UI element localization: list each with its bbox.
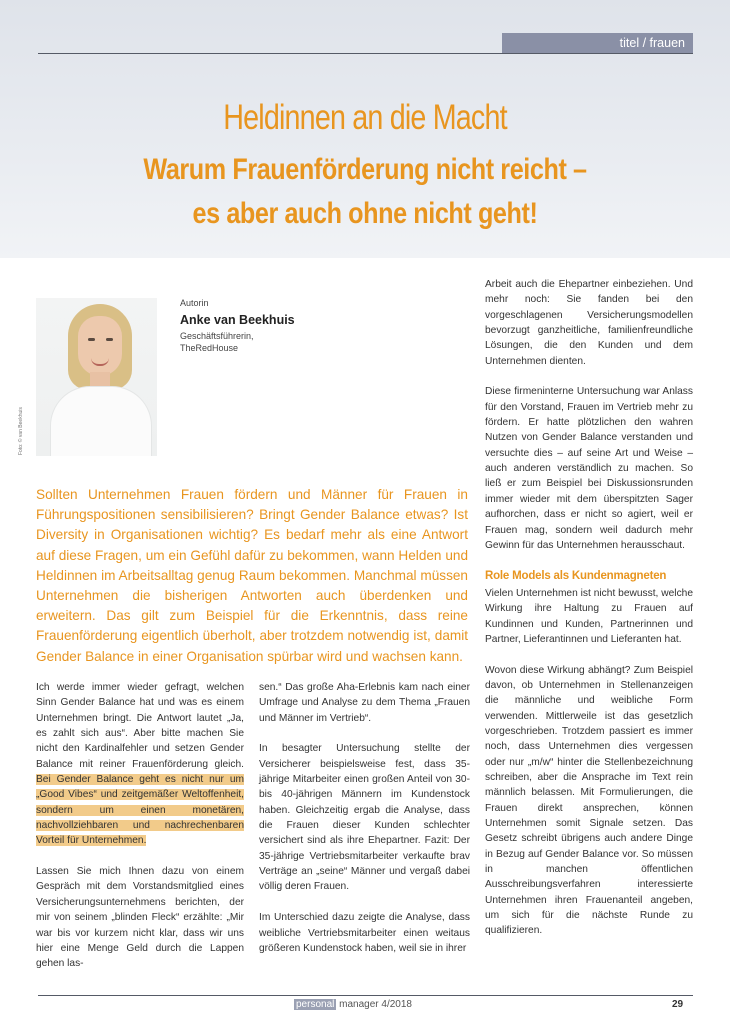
highlighted-text: Bei Gender Balance geht es nicht nur um „Good Vibes“ und zeitgemäßer Weltoffenheit, sondern um einen monetären, nachvollziehbaren und nachrechenbaren Vorteil für Unternehmen. bbox=[36, 774, 244, 847]
paragraph: sen.“ Das große Aha-Erlebnis kam nach einer Umfrage und Analyse zu dem Thema „Frauen und Männer im Vertrieb“. bbox=[259, 682, 470, 724]
paragraph: Arbeit auch die Ehepartner einbeziehen. Und mehr noch: Sie fanden bei den vorgeschlagenen Versicherungsmodellen bevorzugt ganzheitliche, familienfreundliche Lösungen, die den Kunden und dem Unternehmen dienten. bbox=[485, 279, 693, 367]
section-subheading: Role Models als Kundenmagneten bbox=[485, 569, 667, 582]
footer-brand: personal bbox=[296, 999, 335, 1010]
article-column-2 bbox=[259, 680, 470, 972]
paragraph: Im Unterschied dazu zeigte die Analyse, dass weibliche Vertriebsmitarbeiter einen weitaus größeren Kundenstock haben, weil sie in ihrer bbox=[259, 912, 470, 954]
author-photo bbox=[36, 298, 157, 456]
footer-magazine bbox=[294, 999, 412, 1010]
article-title-line-1: Warum Frauenförderung nicht reicht – bbox=[143, 153, 587, 186]
section-tag: titel / frauen bbox=[502, 33, 693, 54]
footer-issue: manager 4/2018 bbox=[339, 999, 412, 1010]
author-company: TheRedHouse bbox=[180, 343, 239, 353]
article-kicker: Heldinnen an die Macht bbox=[223, 98, 507, 137]
article-column-1 bbox=[36, 680, 244, 987]
paragraph-text: Ich werde immer wieder gefragt, welchen Sinn Gender Balance hat und was es einem Unternehmen bringt. Die Antwort lautet „Ja, es zahlt sich aus“. Aber bitte machen Sie nicht den Kardinalfehler und setzen Gender Balance mit reiner Frauenförderung gleich. bbox=[36, 682, 244, 770]
article-title-line-2: es aber auch ohne nicht geht! bbox=[192, 197, 538, 230]
footer-rule bbox=[38, 995, 693, 996]
paragraph: Lassen Sie mich Ihnen dazu von einem Gespräch mit dem Vorstandsmitglied eines Versicherungsunternehmens berichten, der mir von seinem „blinden Fleck“ erzählte: „Mir war bis vor kurzem nicht klar, dass wir uns hier eine Menge Geld durch die Lappen gehen las- bbox=[36, 866, 244, 970]
paragraph bbox=[36, 680, 244, 849]
top-rule bbox=[38, 53, 693, 54]
article-column-3 bbox=[485, 277, 693, 954]
author-role: Geschäftsführerin, bbox=[180, 331, 254, 341]
photo-credit: Foto: © van Beekhuis bbox=[18, 407, 24, 455]
paragraph: Vielen Unternehmen ist nicht bewusst, welche Wirkung ihre Haltung zu Frauen auf Kundinnen und Kunden, Partnerinnen und Partner, Lieferantinnen und Lieferanten hat. bbox=[485, 587, 693, 645]
paragraph: Wovon diese Wirkung abhängt? Zum Beispiel davon, ob Unternehmen in Stellenanzeigen die männliche und weibliche Form verwenden. Mittlerweile ist das gesetzlich vorgeschrieben. Trotzdem passiert es immer noch, dass Unternehmen dies vergessen oder nur „m/w“ hinter die Stellenbezeichnung schreiben, aber die Ansprache im Text rein männlich belassen. Mit Formulierungen, die Frauen direkt ansprechen, können Unternehmen somit Signale setzen. Das Gesetz schreibt übrigens auch andere Dinge in Bezug auf Gender Balance vor. So müssen in manchen öffentlichen Ausschreibungsverfahren interessierte Unternehmen ihren Frauenanteil angeben, um sich für die nächste Runde zu qualifizieren. bbox=[485, 664, 693, 937]
author-name: Anke van Beekhuis bbox=[180, 313, 295, 327]
lead-paragraph: Sollten Unternehmen Frauen fördern und Männer für Frauen in Führungspositionen sensibilisieren? Bringt Gender Balance etwas? Ist Diversity in Organisationen wichtig? Es bedarf mehr als eine Antwort auf diese Fragen, um ein Gefühl dafür zu bekommen, wann Helden und Heldinnen im Arbeitsalltag genug Raum bekommen. Manchmal müssen Unternehmen die bisherigen Antworten auch überdenken und erweitern. Das gilt zum Beispiel für die Erkenntnis, dass reine Frauenförderung eigentlich überholt, aber trotzdem notwendig ist, damit Gender Balance in einer Organisation spürbar wird und wachsen kann. bbox=[36, 487, 468, 664]
paragraph: Diese firmeninterne Untersuchung war Anlass für den Vorstand, Frauen im Vertrieb mehr zu fördern. Er hatte plötzlichen den wahren Nutzen von Gender Balance verstanden und versuchte dies – auf seine Art und Weise – auch anderen verständlich zu machen. So ließ er zum Beispiel bei Diskussionsrunden immer wieder mit dem überspitzten Sager aufhorchen, dass er nicht so agiert, weil er Frauen mag, sondern weil dadurch mehr Gewinn für das Unternehmen herausschaut. bbox=[485, 386, 693, 551]
page-number: 29 bbox=[672, 999, 684, 1010]
author-label: Autorin bbox=[180, 298, 209, 308]
paragraph: In besagter Untersuchung stellte der Versicherer beispielsweise fest, dass 35-jährige Mitarbeiter einen großen Anteil von 30- bis 40-jährigen Männern im Kundenstock haben. Gleichzeitig ergab die Analyse, dass die Frauen dieser Kunden schlechter versichert sind als ihre Ehepartner. Fazit: Der 35-jährige Vertriebsmitarbeiter verkaufte brav Verträge an „seine“ Männer und vergaß dabei völlig deren Frauen. bbox=[259, 743, 470, 893]
